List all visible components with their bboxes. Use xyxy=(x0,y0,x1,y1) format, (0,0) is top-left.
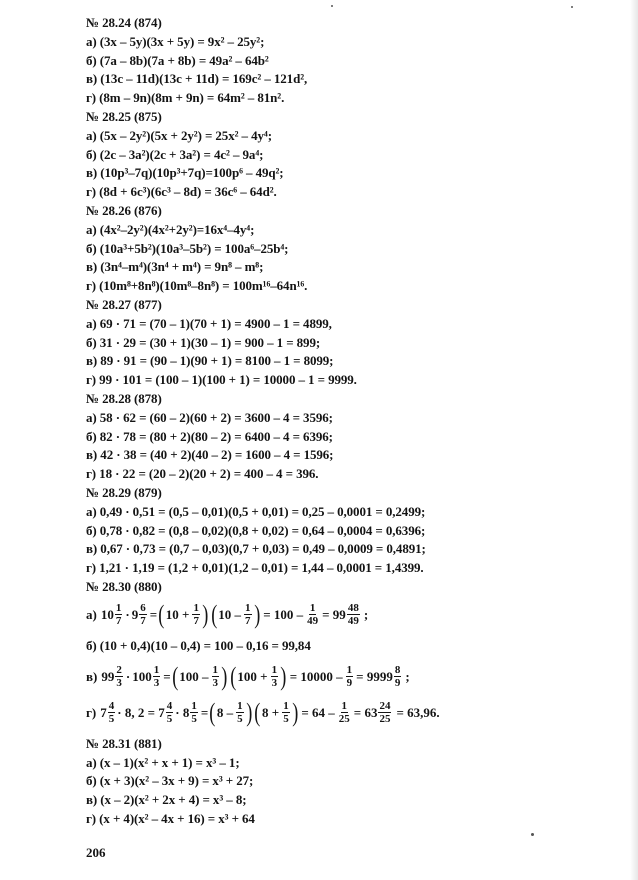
fraction-numerator: 1 xyxy=(212,664,219,677)
fraction-numerator: 4 xyxy=(166,700,173,713)
fraction xyxy=(378,700,391,725)
fraction xyxy=(115,602,123,627)
expression-text: = xyxy=(163,668,171,684)
section-header: № 28.26 (876) xyxy=(86,202,162,218)
section-header: № 28.31 (881) xyxy=(86,735,162,751)
expression-text: = 63 xyxy=(353,704,378,720)
solution-line: в) 0,67 · 0,73 = (0,7 – 0,03)(0,7 + 0,03) = 0,49 – 0,0009 = 0,4891; xyxy=(86,541,426,557)
expression-text: ; xyxy=(405,668,410,684)
fraction-numerator: 1 xyxy=(341,700,348,713)
fraction-numerator: 8 xyxy=(394,664,401,677)
fraction-denominator: 3 xyxy=(116,677,122,690)
solution-line: а) 58 · 62 = (60 – 2)(60 + 2) = 3600 – 4 = 3596; xyxy=(86,409,333,425)
fraction-denominator: 3 xyxy=(153,677,160,690)
solution-30c xyxy=(86,659,616,695)
bracket: ) xyxy=(221,661,228,691)
solution-line: а) (4x²–2y²)(4x²+2y²)=16x⁴–4y⁴; xyxy=(86,221,255,237)
fraction-numerator: 24 xyxy=(379,700,391,713)
solution-line: г) 1,21 · 1,19 = (1,2 + 0,01)(1,2 – 0,01) = 1,44 – 0,0001 = 1,4399. xyxy=(86,560,424,576)
fraction xyxy=(212,664,220,689)
fraction xyxy=(346,664,354,689)
fraction-denominator: 49 xyxy=(347,615,359,628)
fraction-numerator: 1 xyxy=(115,602,122,615)
expression-text: 8 + xyxy=(262,704,280,720)
bracket: ) xyxy=(245,697,253,727)
solution-line: г) (x + 4)(x² – 4x + 16) = x³ + 64 xyxy=(86,810,255,826)
fraction-denominator: 9 xyxy=(346,677,353,690)
section xyxy=(86,14,616,108)
fraction xyxy=(347,602,360,627)
fraction-denominator: 5 xyxy=(283,713,289,726)
fraction-numerator: 6 xyxy=(140,602,146,615)
fraction xyxy=(190,700,198,725)
bracket: ( xyxy=(171,661,178,691)
solution-line: а) 69 · 71 = (70 – 1)(70 + 1) = 4900 – 1 = 4899, xyxy=(86,315,332,331)
fraction xyxy=(108,700,116,725)
fraction-denominator: 3 xyxy=(212,677,219,690)
scan-speck xyxy=(331,5,333,7)
solution-line: г) 99 · 101 = (100 – 1)(100 + 1) = 10000 – 1 = 9999. xyxy=(86,372,357,388)
sections-list xyxy=(86,14,616,578)
expression-text: = xyxy=(200,704,209,720)
section xyxy=(86,484,616,578)
expression-text: г) xyxy=(86,704,97,720)
fraction-numerator: 1 xyxy=(283,700,289,713)
section-header: № 28.27 (877) xyxy=(86,296,162,312)
expression-text: 8 – xyxy=(216,704,234,720)
fraction xyxy=(338,700,351,725)
section xyxy=(86,296,616,390)
fraction-numerator: 1 xyxy=(245,602,251,615)
expression-text: 10 xyxy=(100,606,114,622)
scan-edge-shadow xyxy=(630,0,638,880)
expression-text: 10 – xyxy=(218,606,242,622)
fraction-denominator: 7 xyxy=(115,615,122,628)
page-number: 206 xyxy=(86,845,106,860)
solution-line: б) (x + 3)(x² – 3x + 9) = x³ + 27; xyxy=(86,773,254,789)
section-header: № 28.29 (879) xyxy=(86,484,162,500)
expression-text: · xyxy=(125,668,131,684)
bracket: ( xyxy=(158,599,165,629)
expression-text: = 9999 xyxy=(356,668,393,684)
solution-30a xyxy=(86,597,616,633)
fraction xyxy=(236,700,244,725)
fraction xyxy=(271,664,279,689)
fraction xyxy=(394,664,402,689)
solution-line: б) 0,78 · 0,82 = (0,8 – 0,02)(0,8 + 0,02) = 0,64 – 0,0004 = 0,6396; xyxy=(86,522,426,538)
solution-line: в) (13c – 11d)(13c + 11d) = 169c² – 121d², xyxy=(86,71,308,87)
fraction xyxy=(244,602,252,627)
bracket: ) xyxy=(291,697,299,727)
fraction-numerator: 48 xyxy=(347,602,359,615)
expression-text: 99 xyxy=(101,668,115,684)
expression-text: = 63,96. xyxy=(396,704,440,720)
fraction-numerator: 1 xyxy=(193,602,199,615)
bracket: ) xyxy=(280,661,287,691)
solution-line: а) 0,49 · 0,51 = (0,5 – 0,01)(0,5 + 0,01) = 0,25 – 0,0001 = 0,2499; xyxy=(86,503,426,519)
fraction-denominator: 49 xyxy=(307,615,319,628)
fraction-denominator: 7 xyxy=(140,615,146,628)
bracket: ( xyxy=(210,599,217,629)
section-header: № 28.24 (874) xyxy=(86,15,162,30)
fraction-denominator: 9 xyxy=(394,677,401,690)
fraction-denominator: 5 xyxy=(166,713,173,726)
solution-line: а) (5x – 2y²)(5x + 2y²) = 25x² – 4y⁴; xyxy=(86,127,272,143)
fraction-numerator: 1 xyxy=(346,664,353,677)
scan-speck xyxy=(571,6,573,8)
expression-text: а) xyxy=(86,606,97,622)
fraction-numerator: 1 xyxy=(271,664,278,677)
fraction-denominator: 5 xyxy=(108,713,115,726)
fraction-numerator: 1 xyxy=(191,700,197,713)
solution-lines xyxy=(86,754,616,829)
solution-line: г) (10m⁸+8n⁸)(10m⁸–8n⁸) = 100m¹⁶–64n¹⁶. xyxy=(86,278,308,294)
fraction-denominator: 5 xyxy=(191,713,197,726)
fraction-denominator: 25 xyxy=(338,713,350,726)
expression-text: 100 + xyxy=(237,668,268,684)
fraction-denominator: 5 xyxy=(237,713,243,726)
fraction xyxy=(115,664,123,689)
scan-speck xyxy=(531,833,534,836)
solution-30d xyxy=(86,695,616,731)
solution-line: б) 82 · 78 = (80 + 2)(80 – 2) = 6400 – 4 = 6396; xyxy=(86,428,333,444)
fraction xyxy=(282,700,290,725)
bracket: ) xyxy=(202,599,209,629)
expression-text: · 8, 2 = 7 xyxy=(117,704,165,720)
fraction xyxy=(139,602,147,627)
expression-text: 7 xyxy=(100,704,107,720)
expression-text: 100 xyxy=(132,668,152,684)
expression-text: = 100 – xyxy=(263,606,304,622)
section xyxy=(86,202,616,296)
solution-line: в) 89 · 91 = (90 – 1)(90 + 1) = 8100 – 1 = 8099; xyxy=(86,353,334,369)
expression-text: = 10000 – xyxy=(289,668,343,684)
solution-line: г) 18 · 22 = (20 – 2)(20 + 2) = 400 – 4 = 396. xyxy=(86,466,319,482)
section xyxy=(86,390,616,484)
expression-text: 100 – xyxy=(179,668,209,684)
solution-line: г) (8d + 6c³)(6c³ – 8d) = 36c⁶ – 64d². xyxy=(86,184,277,200)
solution-line: б) (7a – 8b)(7a + 8b) = 49a² – 64b² xyxy=(86,52,269,68)
solution-line: г) (8m – 9n)(8m + 9n) = 64m² – 81n². xyxy=(86,90,285,106)
fraction xyxy=(192,602,200,627)
expression-text: 10 + xyxy=(165,606,190,622)
fraction-denominator: 7 xyxy=(245,615,251,628)
section xyxy=(86,108,616,202)
fraction-denominator: 7 xyxy=(193,615,199,628)
section-28-31 xyxy=(86,735,616,829)
fraction-numerator: 1 xyxy=(237,700,243,713)
expression-text: · xyxy=(125,606,130,622)
fraction xyxy=(153,664,161,689)
solution-line: б) (10a³+5b²)(10a³–5b²) = 100a⁶–25b⁴; xyxy=(86,240,289,256)
expression-text: · 8 xyxy=(175,704,190,720)
section-28-30 xyxy=(86,578,616,731)
fraction-numerator: 2 xyxy=(116,664,122,677)
fraction-denominator: 3 xyxy=(271,677,278,690)
expression-text: = xyxy=(149,606,158,622)
section-header: № 28.30 (880) xyxy=(86,578,162,594)
bracket: ( xyxy=(230,661,237,691)
expression-text: 9 xyxy=(131,606,139,622)
solution-line: в) (3n⁴–m⁴)(3n⁴ + m⁴) = 9n⁸ – m⁸; xyxy=(86,259,264,275)
solution-line: в) (x – 2)(x² + 2x + 4) = x³ – 8; xyxy=(86,792,247,808)
bracket: ( xyxy=(254,697,261,727)
expression-text: = 64 – xyxy=(301,704,335,720)
section-header: № 28.25 (875) xyxy=(86,108,162,124)
solution-line: б) 31 · 29 = (30 + 1)(30 – 1) = 900 – 1 = 899; xyxy=(86,334,321,350)
solution-30b: б) (10 + 0,4)(10 – 0,4) = 100 – 0,16 = 99,84 xyxy=(86,637,311,653)
bracket: ( xyxy=(209,697,216,727)
fraction-numerator: 1 xyxy=(309,602,316,615)
solution-line: в) 42 · 38 = (40 + 2)(40 – 2) = 1600 – 4 = 1596; xyxy=(86,447,334,463)
fraction xyxy=(306,602,319,627)
bracket: ) xyxy=(253,599,260,629)
solution-line: б) (2c – 3a²)(2c + 3a²) = 4c² – 9a⁴; xyxy=(86,146,264,162)
fraction xyxy=(166,700,174,725)
solution-line: в) (10p³–7q)(10p³+7q)=100p⁶ – 49q²; xyxy=(86,165,284,181)
expression-text: = 99 xyxy=(322,606,346,622)
expression-text: в) xyxy=(86,668,98,684)
solution-line: а) (3x – 5y)(3x + 5y) = 9x² – 25y²; xyxy=(86,33,265,49)
fraction-denominator: 25 xyxy=(379,713,391,726)
solution-line: а) (x – 1)(x² + x + 1) = x³ – 1; xyxy=(86,754,240,770)
section-header: № 28.28 (878) xyxy=(86,390,162,406)
fraction-numerator: 4 xyxy=(108,700,115,713)
fraction-numerator: 1 xyxy=(153,664,160,677)
expression-text: ; xyxy=(363,606,369,622)
solutions-content xyxy=(86,14,616,829)
